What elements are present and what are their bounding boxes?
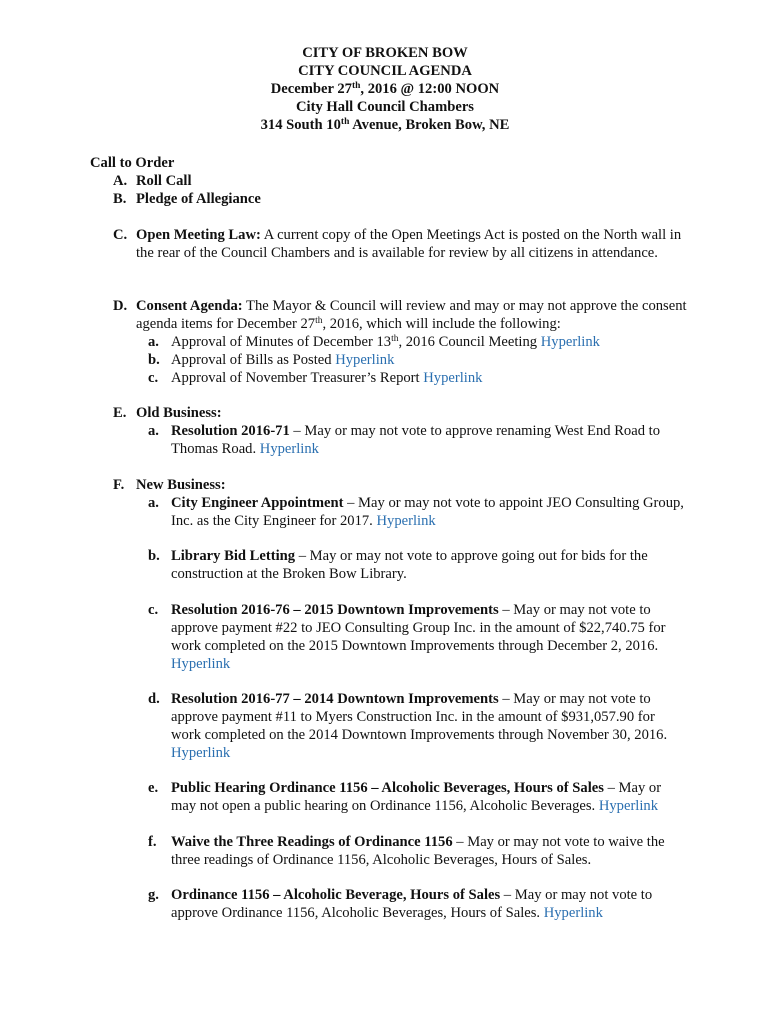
hyperlink-resolution-2016-76[interactable]: Hyperlink <box>171 655 231 672</box>
meeting-address: 314 South 10th Avenue, Broken Bow, NE <box>260 117 510 133</box>
section-heading: Old Business: <box>136 405 222 421</box>
hyperlink-minutes[interactable]: Hyperlink <box>540 334 600 350</box>
section-new-business: F. New Business: <box>113 477 226 493</box>
hyperlink-resolution-2016-71[interactable]: Hyperlink <box>259 440 319 457</box>
new-business-library-bid: b. Library Bid Letting – May or may not vote to approve going out for bids for the construction at the Broken Bow Library. <box>148 548 648 582</box>
section-heading: Open Meeting Law: <box>136 227 261 243</box>
new-business-resolution-2016-76: c. Resolution 2016-76 – 2015 Downtown Improvements – May or may not vote to approve payment #22 to JEO Consulting Group Inc. in the amount of $22,740.75 for work completed on the 2015 Downtown Improvements through December 2, 2016. Hyperlink <box>148 602 666 672</box>
hyperlink-bills[interactable]: Hyperlink <box>335 352 395 368</box>
hyperlink-treasurer-report[interactable]: Hyperlink <box>423 370 483 386</box>
new-business-city-engineer: a. City Engineer Appointment – May or may not vote to appoint JEO Consulting Group, Inc. as the City Engineer for 2017. Hyperlink <box>148 495 684 529</box>
consent-item-bills: b. Approval of Bills as Posted Hyperlink <box>148 352 395 368</box>
city-name: CITY OF BROKEN BOW <box>302 45 468 61</box>
section-heading: New Business: <box>136 477 226 493</box>
hyperlink-public-hearing-1156[interactable]: Hyperlink <box>598 797 659 814</box>
section-consent-agenda: D. Consent Agenda: The Mayor & Council will review and may or may not approve the consent agenda items for December 27th, 2016, which will include the following: <box>113 298 687 332</box>
section-text: A current copy of the Open Meetings Act is posted on the North wall in the rear of the Council Chambers and is available for review by all citizens in attendance. <box>136 227 682 261</box>
old-business-resolution-2016-71: a. Resolution 2016-71 – May or may not vote to approve renaming West End Road to Thomas Road. Hyperlink <box>148 423 660 457</box>
agenda-title: CITY COUNCIL AGENDA <box>298 63 472 79</box>
call-to-order-heading: Call to Order <box>90 155 175 171</box>
new-business-public-hearing-1156: e. Public Hearing Ordinance 1156 – Alcoholic Beverages, Hours of Sales – May or may not open a public hearing on Ordinance 1156, Alcoholic Beverages. Hyperlink <box>148 780 662 814</box>
pledge-item: B. Pledge of Allegiance <box>113 191 261 207</box>
roll-call-item: A. Roll Call <box>113 173 192 189</box>
hyperlink-city-engineer[interactable]: Hyperlink <box>376 512 436 529</box>
agenda-header <box>0 45 770 135</box>
section-old-business: E. Old Business: <box>113 405 222 421</box>
new-business-ordinance-1156: g. Ordinance 1156 – Alcoholic Beverage, Hours of Sales – May or may not vote to approve Ordinance 1156, Alcoholic Beverages, Hours of Sales. Hyperlink <box>148 887 653 921</box>
section-open-meeting-law <box>113 227 693 263</box>
consent-item-treasurer-report: c. Approval of November Treasurer’s Report Hyperlink <box>148 370 483 386</box>
section-letter: D. <box>113 298 128 314</box>
meeting-location: City Hall Council Chambers <box>296 99 474 115</box>
hyperlink-ordinance-1156[interactable]: Hyperlink <box>543 904 603 921</box>
section-letter: C. <box>113 227 128 243</box>
hyperlink-resolution-2016-77[interactable]: Hyperlink <box>171 744 231 761</box>
consent-item-minutes: a. Approval of Minutes of December 13th, 2016 Council Meeting Hyperlink <box>148 334 600 350</box>
section-heading: Consent Agenda: <box>136 298 243 314</box>
new-business-waive-readings-1156: f. Waive the Three Readings of Ordinance 1156 – May or may not vote to waive the three readings of Ordinance 1156, Alcoholic Beverages, Hours of Sales. <box>148 834 665 868</box>
meeting-date: December 27th, 2016 @ 12:00 NOON <box>270 81 500 97</box>
new-business-resolution-2016-77: d. Resolution 2016-77 – 2014 Downtown Improvements – May or may not vote to approve payment #11 to Myers Construction Inc. in the amount of $931,057.90 for work completed on the 2014 Downtown Improvements through November 30, 2016. Hyperlink <box>148 691 668 761</box>
